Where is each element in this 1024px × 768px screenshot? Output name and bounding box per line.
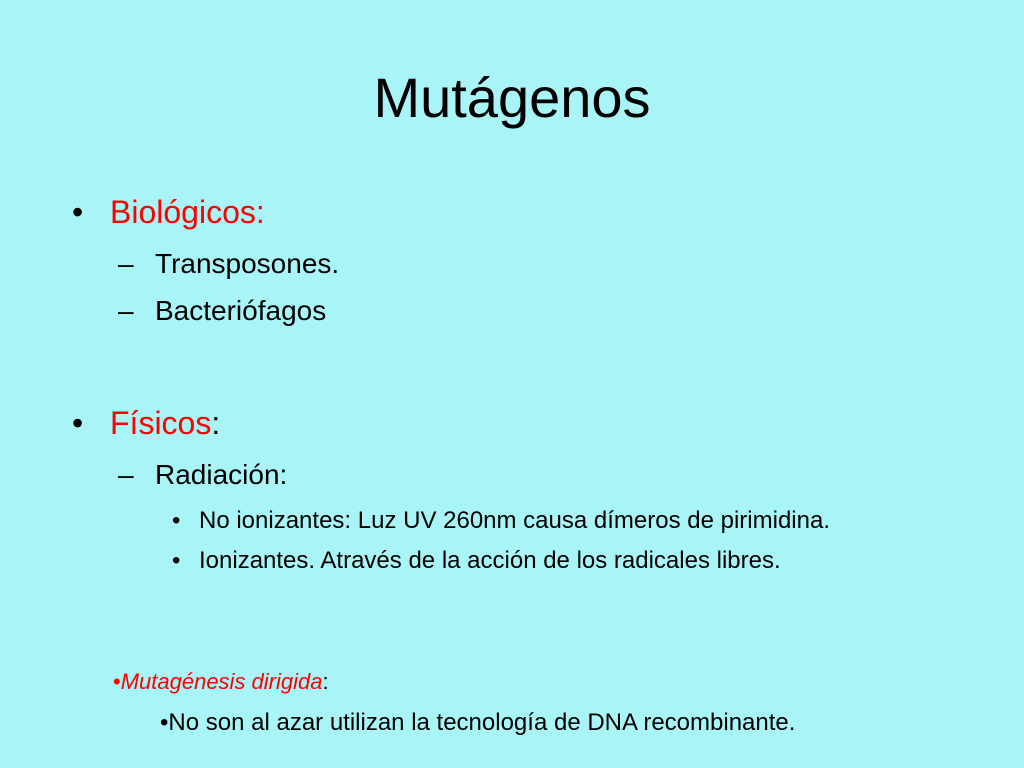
sub-sub-item-no-ionizantes xyxy=(172,506,830,536)
bullet-marker: • xyxy=(72,405,84,441)
sub-sub-item-label: Ionizantes. Através de la acción de los radicales libres. xyxy=(199,547,781,574)
bullet-marker: • xyxy=(172,547,181,574)
dash-marker: – xyxy=(118,295,134,326)
detail-dna-recombinante xyxy=(160,708,795,738)
detail-label: No son al azar utilizan la tecnología de DNA recombinante. xyxy=(168,709,796,736)
heading-colon: : xyxy=(211,405,221,441)
sub-item-radiacion xyxy=(118,458,287,492)
bullet-marker: • xyxy=(72,194,84,230)
dash-marker: – xyxy=(118,459,134,490)
bullet-biologicos xyxy=(72,192,265,232)
sub-item-bacteriofagos xyxy=(118,294,326,328)
sub-item-transposones xyxy=(118,247,339,281)
sub-item-label: Transposones. xyxy=(155,248,340,279)
sub-item-label: Bacteriófagos xyxy=(155,295,327,326)
slide-title: Mutágenos xyxy=(373,66,651,129)
bullet-marker: • xyxy=(172,507,181,534)
sub-item-label: Radiación: xyxy=(155,459,288,490)
heading-biologicos: Biológicos: xyxy=(110,194,265,230)
dash-marker: – xyxy=(118,248,134,279)
sub-sub-item-ionizantes xyxy=(172,546,781,576)
bullet-mutagenesis-dirigida xyxy=(113,668,329,696)
heading-colon: : xyxy=(322,669,329,694)
bullet-fisicos xyxy=(72,403,220,443)
bullet-marker: • xyxy=(160,709,169,736)
bullet-marker: • xyxy=(113,669,121,694)
heading-fisicos: Físicos xyxy=(110,405,212,441)
sub-sub-item-label: No ionizantes: Luz UV 260nm causa dímeros de pirimidina. xyxy=(199,507,830,534)
heading-mutagenesis-dirigida: Mutagénesis dirigida xyxy=(120,669,323,694)
